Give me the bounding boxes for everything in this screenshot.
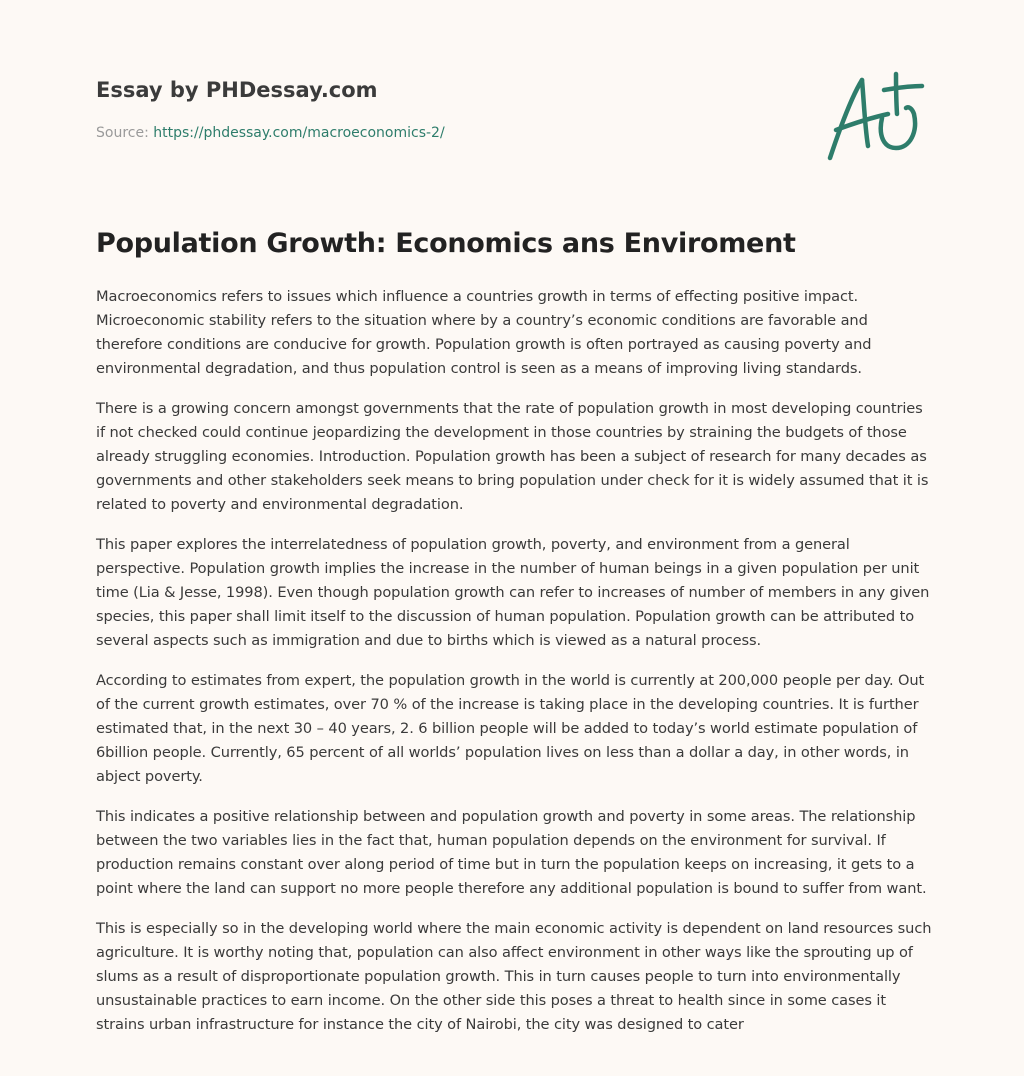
essay-paragraph: This indicates a positive relationship between and population growth and poverty in some areas. The relationship between the two variables lies in the fact that, human population depends on the environment for survival. If production remains constant over along period of time but in turn the population keeps on increasing, it gets to a point where the land can support no more people therefore any additional population is bound to suffer from want.: [96, 808, 927, 897]
source-label: Source:: [96, 125, 154, 141]
source-line: [96, 124, 445, 142]
essay-paragraph: Macroeconomics refers to issues which influence a countries growth in terms of effecting positive impact. Microeconomic stability refers to the situation where by a country’s economic conditions are favorable and therefore conditions are conducive for growth. Population growth is often portrayed as causing poverty and environmental degradation, and thus population control is seen as a means of improving living standards.: [96, 288, 872, 377]
essay-paragraph: There is a growing concern amongst governments that the rate of population growth in most developing countries if not checked could continue jeopardizing the development in those countries by straining the budgets of those already struggling economies. Introduction. Population growth has been a subject of research for many decades as governments and other stakeholders seek means to bring population under check for it is widely assumed that it is related to poverty and environmental degradation.: [96, 400, 929, 513]
brand-title: Essay by PHDessay.com: [96, 78, 378, 102]
essay-title: Population Growth: Economics ans Enviroment: [96, 228, 796, 259]
source-link[interactable]: https://phdessay.com/macroeconomics-2/: [153, 125, 445, 141]
essay-header: [96, 76, 936, 176]
essay-body: [96, 285, 932, 1053]
essay-paragraph: According to estimates from expert, the population growth in the world is currently at 200,000 people per day. Out of the current growth estimates, over 70 % of the increase is taking place in the developing countries. It is further estimated that, in the next 30 – 40 years, 2. 6 billion people will be added to today’s world estimate population of 6billion people. Currently, 65 percent of all worlds’ population lives on less than a dollar a day, in other words, in abject poverty.: [96, 672, 925, 785]
essay-paragraph: This paper explores the interrelatedness of population growth, poverty, and environment from a general perspective. Population growth implies the increase in the number of human beings in a given population per unit time (Lia & Jesse, 1998). Even though population growth can refer to increases of number of members in any given species, this paper shall limit itself to the discussion of human population. Population growth can be attributed to several aspects such as immigration and due to births which is viewed as a natural process.: [96, 536, 930, 649]
a-plus-icon: [822, 68, 926, 164]
essay-paragraph: This is especially so in the developing world where the main economic activity is dependent on land resources such agriculture. It is worthy noting that, population can also affect environment in other ways like the sprouting up of slums as a result of disproportionate population growth. This in turn causes people to turn into environmentally unsustainable practices to earn income. On the other side this poses a threat to health since in some cases it strains urban infrastructure for instance the city of Nairobi, the city was designed to cater: [96, 920, 932, 1033]
